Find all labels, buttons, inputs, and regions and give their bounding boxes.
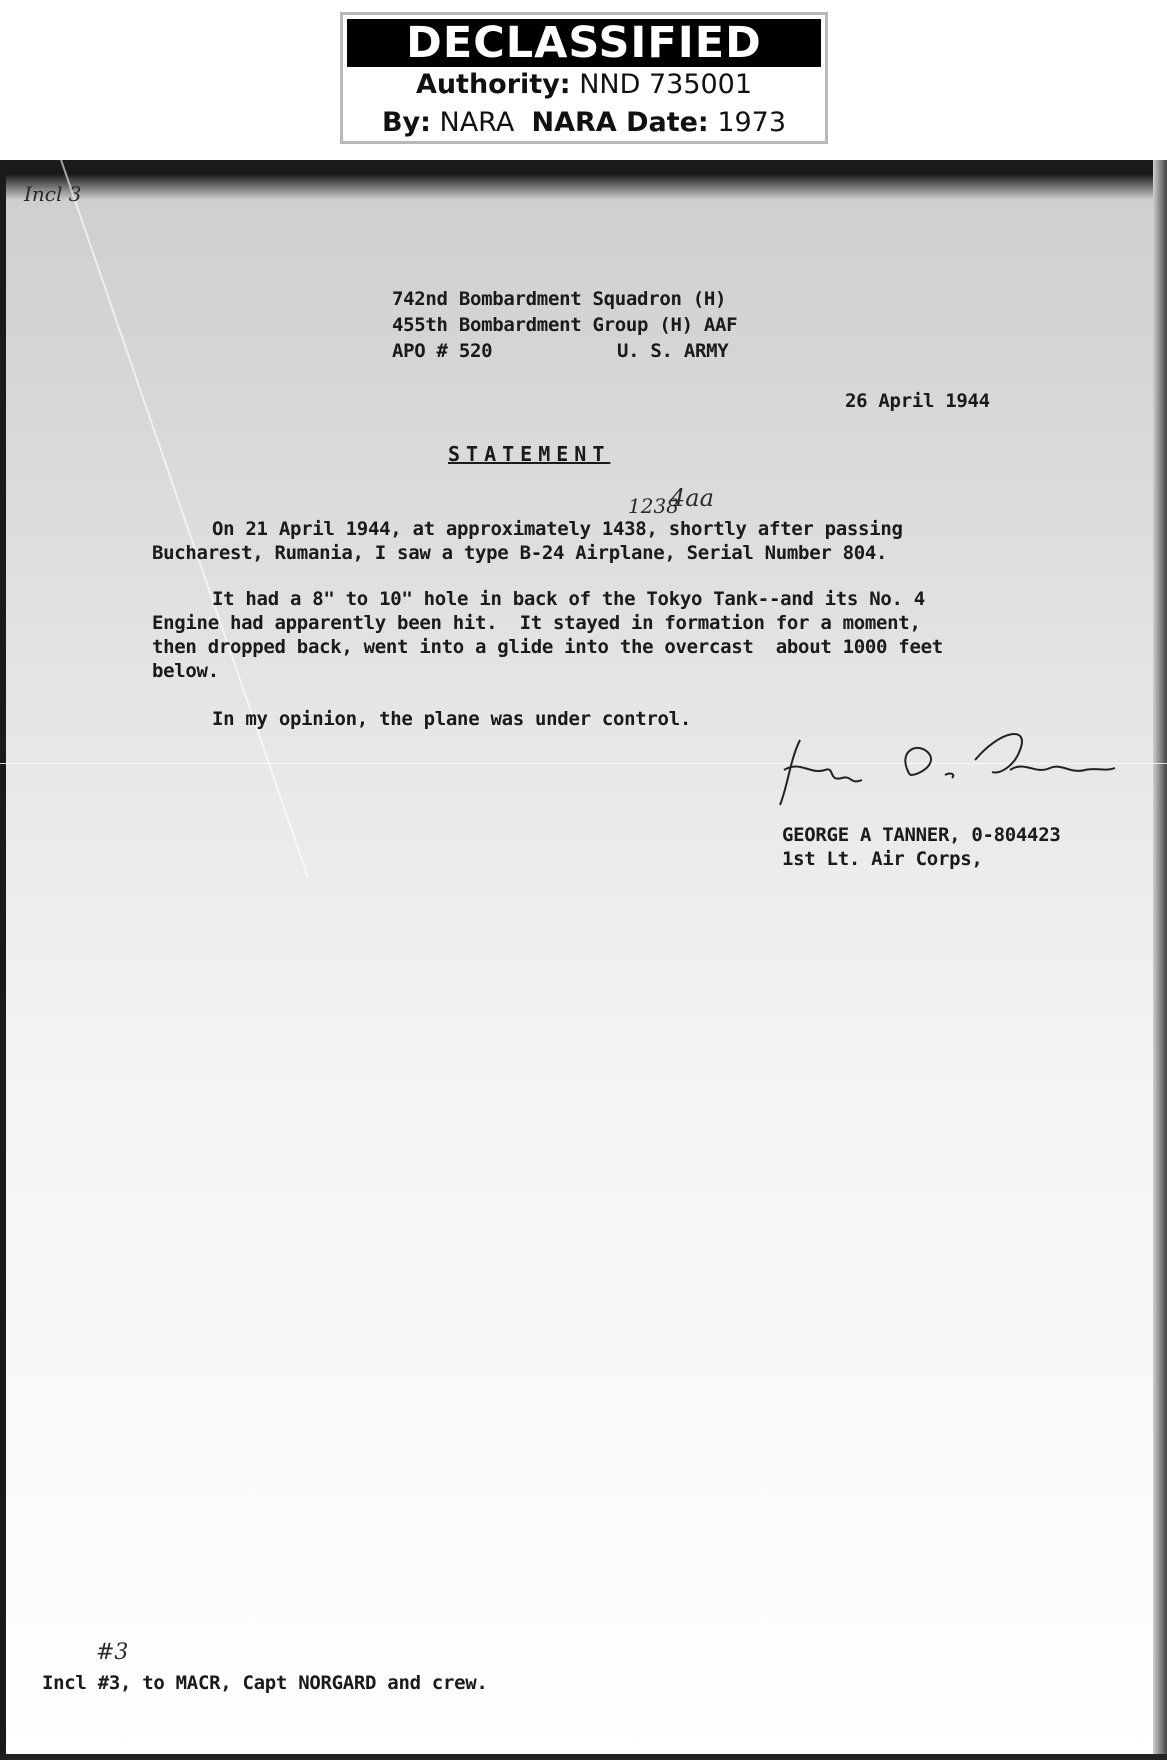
header-line-apo: APO # 520 [392,340,493,362]
statement-title: STATEMENT [448,442,611,466]
scan-edge-bottom [0,1754,1167,1760]
scan-edge-right [1153,160,1167,1760]
signer-rank: 1st Lt. Air Corps, [782,848,983,870]
stamp-authority-value: NND 735001 [579,69,753,100]
signature-drawing [770,730,1120,810]
handwritten-signature [770,730,1120,810]
declassified-stamp [340,12,828,144]
margin-note: Incl 3 [24,182,82,206]
paragraph-1-line-2: Bucharest, Rumania, I saw a type B-24 Airplane, Serial Number 804. [152,542,888,564]
stamp-by-label: By: [381,107,431,138]
paragraph-1-line-1: On 21 April 1944, at approximately 1438, shortly after passing [212,518,903,540]
stamp-authority-line [343,69,825,100]
paragraph-2-line-1: It had a 8" to 10" hole in back of the Tokyo Tank--and its No. 4 [212,588,925,610]
footer-handwritten-note: #3 [96,1640,129,1665]
stamp-by-value: NARA [439,107,515,138]
stamp-title: DECLASSIFIED [347,19,821,67]
paragraph-2-line-4: below. [152,660,219,682]
stamp-date-label: NARA Date: [531,107,709,138]
paragraph-2-line-2: Engine had apparently been hit. It stayed in formation for a moment, [152,612,921,634]
stamp-authority-label: Authority: [415,69,571,100]
letter-date: 26 April 1944 [845,390,990,412]
stamp-date-value: 1973 [717,107,787,138]
paragraph-2-line-3: then dropped back, went into a glide into the overcast about 1000 feet [152,636,943,658]
stamp-by-line [343,107,825,138]
handwritten-time: 1238 [628,494,679,518]
header-line-group: 455th Bombardment Group (H) AAF [392,314,738,336]
header-line-army: U. S. ARMY [617,340,729,362]
paragraph-3-line-1: In my opinion, the plane was under control. [212,708,691,730]
scanned-document [0,160,1167,1760]
header-line-squadron: 742nd Bombardment Squadron (H) [392,288,727,310]
handwritten-annotation: 4aa [670,484,714,512]
signer-name: GEORGE A TANNER, 0-804423 [782,824,1061,846]
scan-edge-left [0,160,6,1760]
footer-enclosure-line: Incl #3, to MACR, Capt NORGARD and crew. [42,1672,488,1694]
